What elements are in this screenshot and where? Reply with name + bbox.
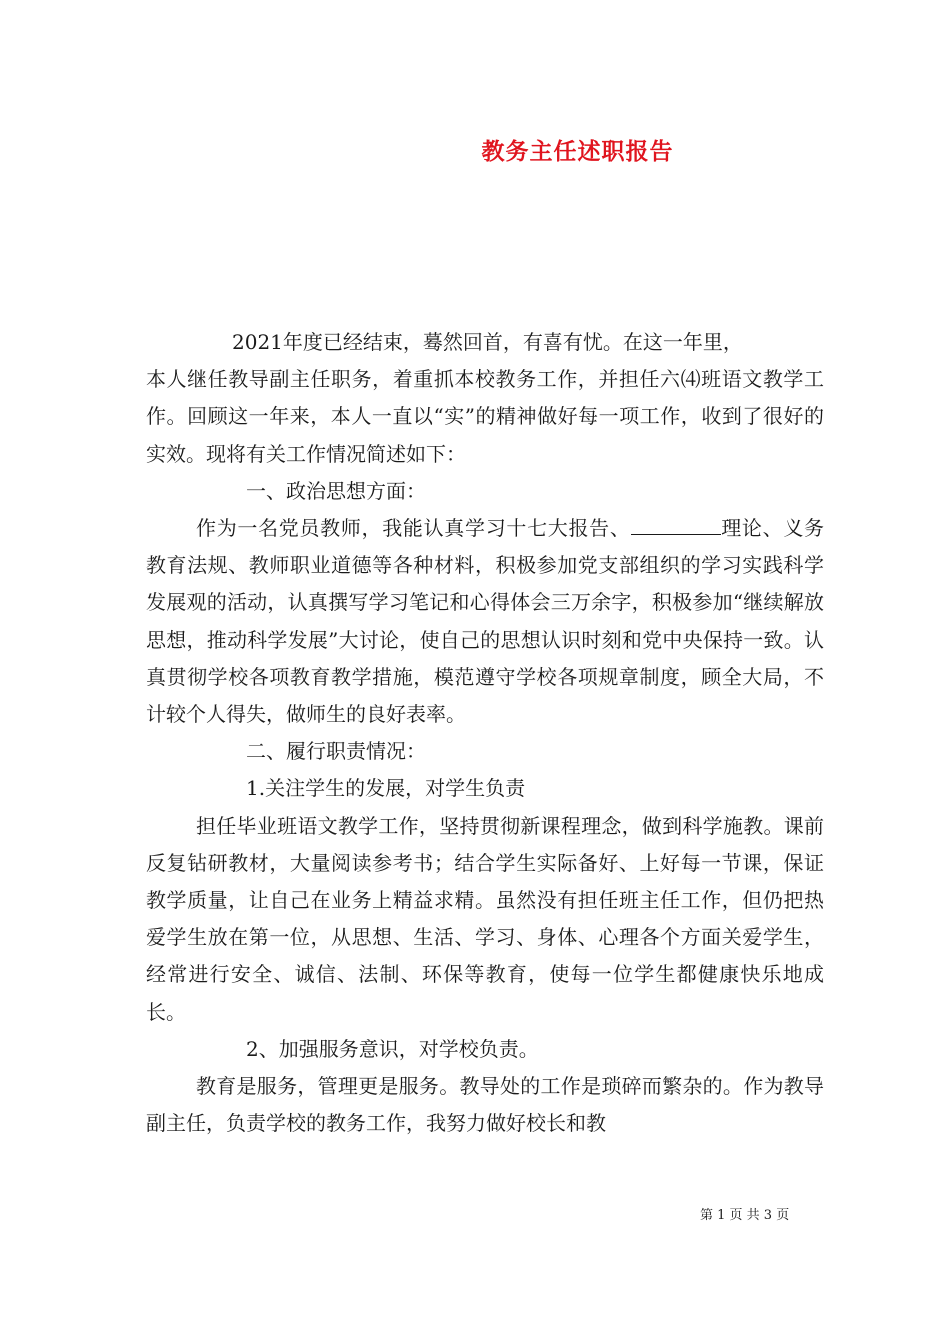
page-number: 第 1 页 共 3 页 (700, 1208, 790, 1223)
document-body (146, 324, 824, 1142)
subsection2-heading: 2、加强服务意识，对学校负责。 (246, 1036, 539, 1061)
section1-para-start: 作为一名党员教师，我能认真学习十七大报告、 (196, 516, 631, 541)
fill-in-blank (631, 512, 721, 535)
intro-paragraph: 本人继任教导副主任职务，着重抓本校教务工作，并担任六⑷班语文教学工作。回顾这一年来，本人一直以“实”的精神做好每一项工作，收到了很好的实效。现将有关工作情况简述如下： (146, 367, 824, 466)
subsection2-paragraph: 教育是服务，管理更是服务。教导处的工作是琐碎而繁杂的。作为教导副主任，负责学校的教务工作，我努力做好校长和教 (146, 1074, 824, 1136)
section1-paragraph (146, 510, 824, 733)
section2-heading: 二、履行职责情况： (246, 739, 426, 764)
subsection1-heading: 1.关注学生的发展，对学生负责 (246, 776, 526, 801)
subsection1-paragraph: 担任毕业班语文教学工作，坚持贯彻新课程理念，做到科学施教。课前反复钻研教材，大量阅读参考书；结合学生实际备好、上好每一节课，保证教学质量，让自己在业务上精益求精。虽然没有担任班主任工作，但仍把热爱学生放在第一位，从思想、生活、学习、身体、心理各个方面关爱学生，经常进行安全、诚信、法制、环保等教育，使每一位学生都健康快乐地成长。 (146, 813, 824, 1024)
intro-first-line: 2021年度已经结束，蓦然回首，有喜有忧。在这一年里， (232, 330, 743, 354)
section1-heading: 一、政治思想方面： (246, 478, 426, 503)
document-title: 教务主任述职报告 (481, 138, 674, 165)
section1-para-rest: 理论、义务教育法规、教师职业道德等各种材料，积极参加党支部组织的学习实践科学发展观的活动，认真撰写学习笔记和心得体会三万余字，积极参加“继续解放思想，推动科学发展”大讨论，使自己的思想认识时刻和党中央保持一致。认真贯彻学校各项教育教学措施，模范遵守学校各项规章制度，顾全大局，不计较个人得失，做师生的良好表率。 (146, 516, 825, 727)
